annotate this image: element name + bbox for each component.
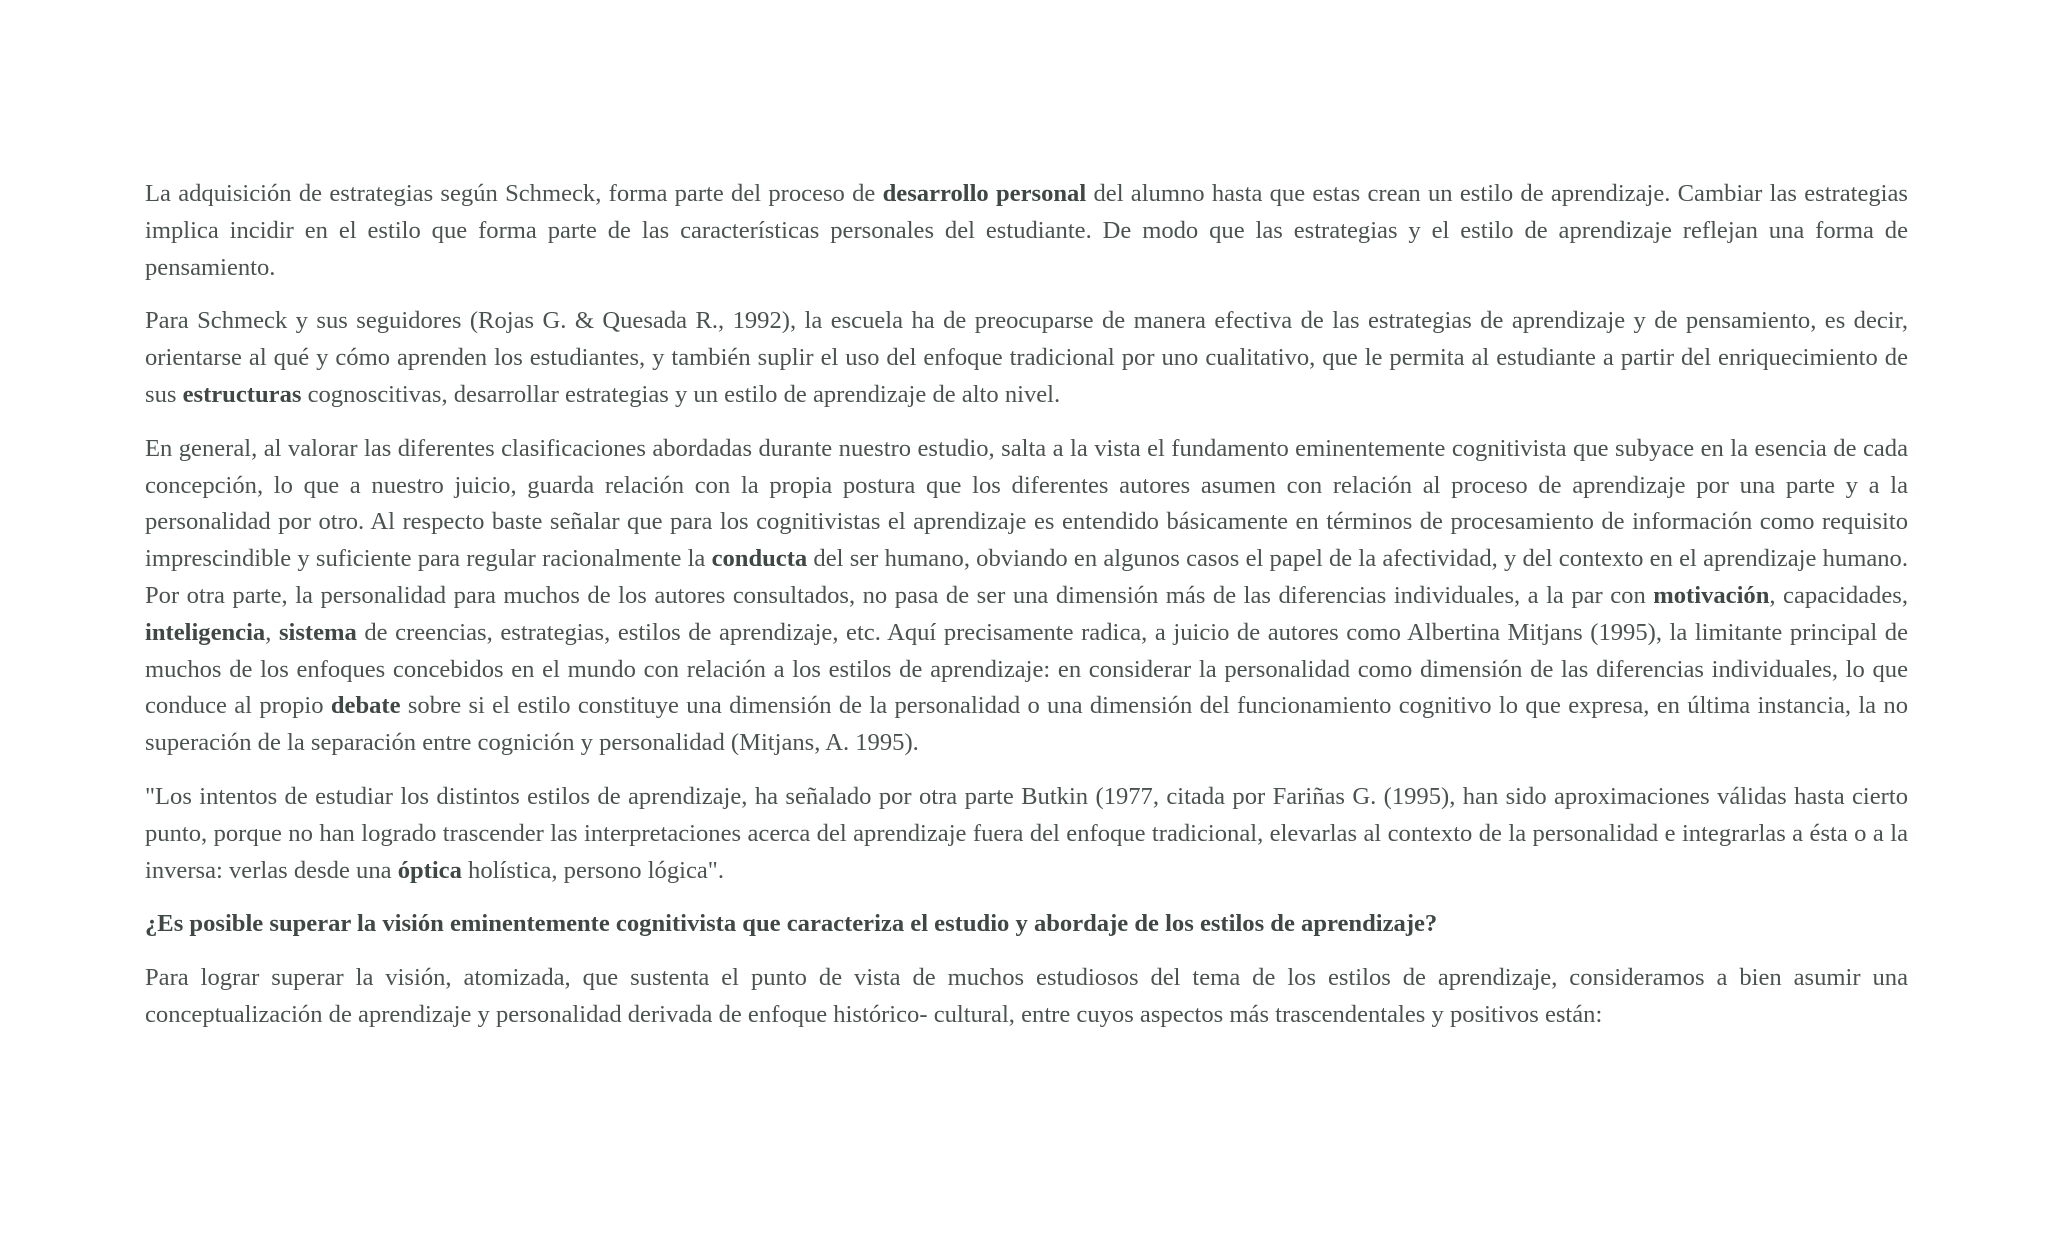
text: Para Schmeck y sus seguidores (Rojas G. & Quesada R., 1992), la escuela ha de preocuparse de manera efectiva de las estrategias de aprendizaje y de pensamiento, es decir, orientarse al qué y cómo aprenden los estudiantes, y también suplir el uso del enfoque tradicional por uno cualitativo, que le permita al estudiante a partir del enriquecimiento de sus <box>145 307 1908 408</box>
text: del ser humano, obviando en algunos casos el papel de la afectividad, y del contexto en el aprendizaje humano. Por otra parte, la personalidad para muchos de los autores consultados, no pasa de ser una dimensión más de las diferencias individuales, a la par con <box>145 545 1908 609</box>
paragraph-schmeck-followers <box>145 303 1908 413</box>
text: La adquisición de estrategias según Schmeck, forma parte del proceso de <box>145 180 883 207</box>
text: "Los intentos de estudiar los distintos estilos de aprendizaje, ha señalado por otra parte Butkin (1977, citada por Fariñas G. (1995), han sido aproximaciones válidas hasta cierto punto, porque no han logrado trascender las interpretaciones acerca del aprendizaje fuera del enfoque tradicional, elevarlas al contexto de la personalidad e integrarlas a ésta o a la inversa: verlas desde una <box>145 782 1908 884</box>
paragraph-butkin-quote <box>145 779 1908 889</box>
text: , <box>265 618 279 646</box>
paragraph-classifications <box>145 431 1908 762</box>
keyword-sistema: sistema <box>278 618 357 646</box>
keyword-motivacion: motivación <box>1653 581 1770 609</box>
text: Para lograr superar la visión, atomizada, que sustenta el punto de vista de muchos estudiosos del tema de los estilos de aprendizaje, consideramos a bien asumir una conceptualización de aprendizaje y personalidad derivada de enfoque histórico- cultural, entre cuyos aspectos más trascendentales y positivos están: <box>145 964 1908 1028</box>
keyword-debate: debate <box>330 692 401 720</box>
text: de creencias, estrategias, estilos de aprendizaje, etc. Aquí precisamente radica, a juicio de autores como Albertina Mitjans (1995), la limitante principal de muchos de los enfoques concebidos en el mundo con relación a los estilos de aprendizaje: en considerar la personalidad como dimensión de las diferencias individuales, lo que conduce al propio <box>145 618 1909 720</box>
paragraph-historical-cultural <box>145 960 1908 1034</box>
keyword-inteligencia: inteligencia <box>145 618 266 646</box>
text: del alumno hasta que estas crean un estilo de aprendizaje. Cambiar las estrategias implica incidir en el estilo que forma parte de las características personales del estudiante. De modo que las estrategias y el estilo de aprendizaje reflejan una forma de pensamiento. <box>145 180 1908 281</box>
keyword-estructuras: estructuras <box>182 380 302 408</box>
keyword-conducta: conducta <box>711 545 808 573</box>
keyword-desarrollo-personal: desarrollo personal <box>882 180 1087 207</box>
text: sobre si el estilo constituye una dimensión de la personalidad o una dimensión del funcionamiento cognitivo lo que expresa, en última instancia, la no superación de la separación entre cognición y personalidad (Mitjans, A. 1995). <box>145 692 1909 757</box>
text: , capacidades, <box>1769 581 1908 609</box>
text: cognoscitivas, desarrollar estrategias y un estilo de aprendizaje de alto nivel. <box>301 380 1061 408</box>
keyword-optica: óptica <box>397 856 462 884</box>
article-body <box>145 176 1908 1051</box>
section-question-heading: ¿Es posible superar la visión eminentemente cognitivista que caracteriza el estudio y abordaje de los estilos de aprendizaje? <box>145 910 1438 938</box>
paragraph-schmeck-strategies <box>145 176 1908 286</box>
text: holística, persono lógica". <box>461 856 724 884</box>
text: En general, al valorar las diferentes clasificaciones abordadas durante nuestro estudio, salta a la vista el fundamento eminentemente cognitivista que subyace en la esencia de cada concepción, lo que a nuestro juicio, guarda relación con la propia postura que los diferentes autores asumen con relación al proceso de aprendizaje por una parte y a la personalidad por otro. Al respecto baste señalar que para los cognitivistas el aprendizaje es entendido básicamente en términos de procesamiento de información como requisito imprescindible y suficiente para regular racionalmente la <box>145 434 1908 573</box>
